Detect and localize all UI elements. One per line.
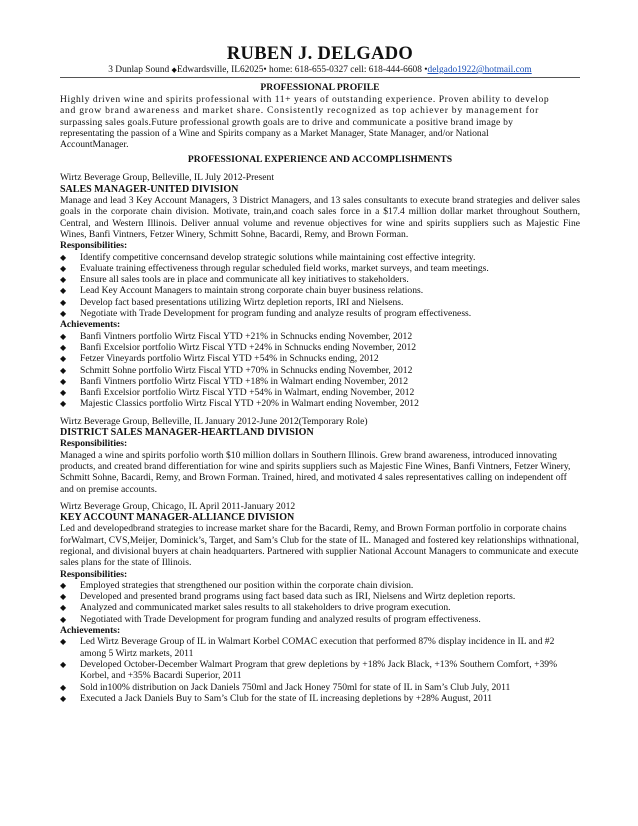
list-item-text: Evaluate training effectiveness through regular scheduled field works, market surveys, and team meetings. xyxy=(80,262,489,274)
diamond-bullet-icon: ◆ xyxy=(60,614,67,624)
list-item-text: Employed strategies that strengthened our position within the corporate chain division. xyxy=(80,579,414,591)
list-item xyxy=(60,308,580,319)
job-company: Wirtz Beverage Group, Chicago, IL April 2011-January 2012 xyxy=(60,500,296,512)
list-item xyxy=(60,614,580,625)
diamond-bullet-icon: ◆ xyxy=(60,365,67,375)
achievements-label: Achievements: xyxy=(60,319,121,331)
achievements-list xyxy=(60,331,580,410)
achievements-list xyxy=(60,636,580,704)
list-item xyxy=(60,285,580,296)
job-company: Wirtz Beverage Group, Belleville, IL July 2012-Present xyxy=(60,172,274,184)
list-item-text: Developed October-December Walmart Program that grew depletions by +18% Jack Black, +13% Southern Comfort, +39% Korbel, and +35% Bacardi Superior, 2011 xyxy=(80,658,558,682)
city: Edwardsville, IL62025 xyxy=(176,65,264,75)
diamond-bullet-icon: ◆ xyxy=(60,297,67,307)
list-item xyxy=(60,263,580,274)
responsibilities-label: Responsibilities: xyxy=(60,438,128,450)
list-item xyxy=(60,693,580,704)
profile-line: and grow brand awareness and market share. Consistently recognized as top achiever by management for xyxy=(60,105,540,117)
diamond-bullet-icon: ◆ xyxy=(60,580,67,590)
list-item-text: Negotiate with Trade Development for program funding and analyze results of program effectiveness. xyxy=(80,308,472,320)
job-title: SALES MANAGER-UNITED DIVISION xyxy=(60,183,239,195)
responsibilities-list xyxy=(60,580,580,625)
list-item xyxy=(60,636,580,659)
responsibilities-list xyxy=(60,252,580,320)
diamond-bullet-icon: ◆ xyxy=(60,331,67,341)
list-item-text: Banfi Vintners portfolio Wirtz Fiscal YTD +18% in Walmart ending November, 2012 xyxy=(80,375,408,387)
diamond-bullet-icon: ◆ xyxy=(60,603,67,613)
diamond-bullet-icon: ◆ xyxy=(60,388,67,398)
dot-bullet-icon: • xyxy=(263,65,267,75)
list-item xyxy=(60,682,580,693)
responsibilities-label: Responsibilities: xyxy=(60,240,128,252)
list-item xyxy=(60,580,580,591)
profile-line: AccountManager. xyxy=(60,139,129,151)
job-summary: Managed a wine and spirits porfolio worth $10 million dollars in Southern Illinois. Grew brand awareness, introduced innovating products, and created brand differentiation for wine and spirits suppliers such as Majestic Fine Wines, Banfi Vintners, Fetzer Winery, Schmitt Sohne, Bacardi, Remy, and Brown Forman. Trained, hired, and motivated 4 sales representatives calling on independent off and on premise accounts. xyxy=(60,449,571,495)
list-item xyxy=(60,659,580,682)
diamond-bullet-icon: ◆ xyxy=(60,309,67,319)
cell-phone: cell: 618-444-6608 xyxy=(350,65,422,75)
candidate-name: RUBEN J. DELGADO xyxy=(226,44,414,64)
list-item xyxy=(60,252,580,263)
list-item xyxy=(60,376,580,387)
achievements-label: Achievements: xyxy=(60,625,121,637)
list-item-text: Analyzed and communicated market sales results to all stakeholders to drive program execution. xyxy=(80,602,451,614)
list-item-text: Schmitt Sohne portfolio Wirtz Fiscal YTD +70% in Schnucks ending November, 2012 xyxy=(80,364,413,376)
job-entry xyxy=(60,172,580,409)
resume-page xyxy=(60,44,580,704)
list-item-text: Developed and presented brand programs using fact based data such as IRI, Nielsens and Wirtz depletion reports. xyxy=(80,591,516,603)
list-item-text: Develop fact based presentations utilizing Wirtz depletion reports, IRI and Nielsens. xyxy=(80,296,404,308)
diamond-bullet-icon: ◆ xyxy=(60,275,67,285)
list-item xyxy=(60,342,580,353)
list-item xyxy=(60,331,580,342)
diamond-bullet-icon: ◆ xyxy=(60,342,67,352)
home-phone: home: 618-655-0327 xyxy=(269,65,348,75)
diamond-bullet-icon: ◆ xyxy=(60,399,67,409)
list-item-text: Executed a Jack Daniels Buy to Sam’s Club for the state of IL increasing depletions by +28% August, 2011 xyxy=(80,692,493,704)
diamond-bullet-icon: ◆ xyxy=(60,682,67,692)
list-item xyxy=(60,297,580,308)
list-item-text: Banfi Vintners portfolio Wirtz Fiscal YTD +21% in Schnucks ending November, 2012 xyxy=(80,330,413,342)
email-link[interactable]: delgado1922@hotmail.com xyxy=(427,65,532,75)
job-entry xyxy=(60,501,580,704)
list-item-text: Banfi Excelsior portfolio Wirtz Fiscal YTD +54% in Walmart, ending November, 2012 xyxy=(80,387,415,399)
diamond-bullet-icon: ◆ xyxy=(60,659,67,669)
list-item xyxy=(60,602,580,613)
list-item xyxy=(60,387,580,398)
address: 3 Dunlap Sound xyxy=(108,65,170,75)
profile-line: Highly driven wine and spirits professional with 11+ years of outstanding experience. Proven ability to develop xyxy=(60,94,550,105)
experience-heading: PROFESSIONAL EXPERIENCE AND ACCOMPLISHMENTS xyxy=(187,154,453,166)
job-summary: Manage and lead 3 Key Account Managers, 3 District Managers, and 13 sales consultants to execute brand strategies and deliver sales goals in the corporate chain division. Motivate, train,and coach sales force in a $17.4 million dollar market throughout Southern, Central, and Western Illinois. Deliver annual volume and revenue objectives for wine and spirits suppliers such as Majestic Fine Wines, Banfi Vintners, Fetzer Winery, Schmitt Sohne, Bacardi, Remy, and Brown Forman. xyxy=(60,195,580,240)
list-item-text: Lead Key Account Managers to maintain strong corporate chain buyer business relations. xyxy=(80,285,424,297)
job-entry xyxy=(60,416,580,495)
profile-text xyxy=(60,94,580,150)
diamond-bullet-icon: ◆ xyxy=(60,376,67,386)
list-item xyxy=(60,365,580,376)
list-item-text: Ensure all sales tools are in place and communicate all key initiatives to stakeholders. xyxy=(80,274,409,286)
diamond-bullet-icon: ◆ xyxy=(60,592,67,602)
list-item xyxy=(60,274,580,285)
list-item-text: Led Wirtz Beverage Group of IL in Walmart Korbel COMAC execution that performed 87% display incidence in IL and #2 among 5 Wirtz markets, 2011 xyxy=(80,636,555,659)
responsibilities-label: Responsibilities: xyxy=(60,568,128,580)
list-item-text: Majestic Classics portfolio Wirtz Fiscal YTD +20% in Walmart ending November, 2012 xyxy=(80,398,419,410)
profile-line: representating the passion of a Wine and Spirits company as a Market Manager, State Manager, and/or National xyxy=(60,127,489,139)
diamond-bullet-icon: ◆ xyxy=(60,263,67,273)
list-item xyxy=(60,591,580,602)
list-item xyxy=(60,398,580,409)
job-summary: Led and developedbrand strategies to increase market share for the Bacardi, Remy, and Brown Forman portfolio in corporate chains forWalmart, CVS,Meijer, Dominick’s, Target, and Sam’s Club for the state of IL. Managed and fostered key relationships withnational, regional, and divisional buyers at chain headquarters. Partnered with supplier National Account Managers to communicate and execute sales plans for the state of Illinois. xyxy=(60,523,579,569)
list-item-text: Negotiated with Trade Development for program funding and analyzed results of program effectiveness. xyxy=(80,613,481,625)
list-item-text: Identify competitive concernsand develop strategic solutions while maintaining cost effective integrity. xyxy=(80,251,476,263)
job-company: Wirtz Beverage Group, Belleville, IL January 2012-June 2012(Temporary Role) xyxy=(60,415,368,427)
diamond-bullet-icon: ◆ xyxy=(60,354,67,364)
diamond-bullet-icon: ◆ xyxy=(60,286,67,296)
dot-bullet-icon: • xyxy=(424,65,428,75)
list-item-text: Fetzer Vineyards portfolio Wirtz Fiscal YTD +54% in Schnucks ending, 2012 xyxy=(80,353,379,365)
diamond-bullet-icon: ◆ xyxy=(60,693,67,703)
diamond-bullet-icon: ◆ xyxy=(60,252,67,262)
list-item-text: Sold in100% distribution on Jack Daniels 750ml and Jack Honey 750ml for state of IL in Sam’s Club July, 2011 xyxy=(80,681,511,693)
contact-line xyxy=(60,64,580,76)
list-item xyxy=(60,353,580,364)
list-item-text: Banfi Excelsior portfolio Wirtz Fiscal YTD +24% in Schnucks ending November, 2012 xyxy=(80,341,417,353)
job-title: DISTRICT SALES MANAGER-HEARTLAND DIVISION xyxy=(60,427,314,439)
profile-line: surpassing sales goals.Future professional growth goals are to drive and communicate a positive brand image by xyxy=(60,116,514,128)
diamond-bullet-icon: ◆ xyxy=(60,637,67,647)
diamond-bullet-icon: ◆ xyxy=(171,66,177,74)
job-title: KEY ACCOUNT MANAGER-ALLIANCE DIVISION xyxy=(60,512,295,524)
profile-heading: PROFESSIONAL PROFILE xyxy=(260,82,380,93)
